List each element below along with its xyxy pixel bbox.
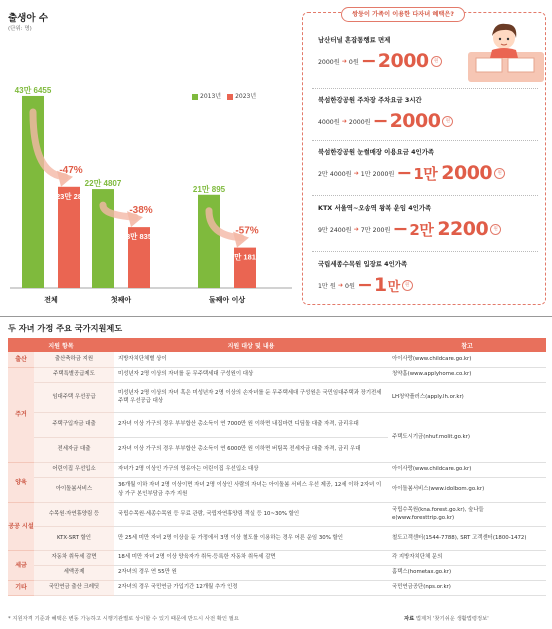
price-after: 0원 — [345, 282, 355, 290]
benefit-name: 북섬한강공원 눈썰매장 이용요금 4인가족 — [318, 148, 435, 156]
savings-amount: 2000 — [441, 162, 493, 184]
table-title: 두 자녀 가정 주요 국가지원제도 — [8, 323, 123, 333]
content-cell: 2자녀 이상 가구의 경우 부부합산 총소득이 연 6000만 원 이하면 버팀목 전세자금 대출 자격, 금리 우대 — [114, 437, 388, 462]
category-label: 둘째아 이상 — [208, 296, 246, 304]
minus-sign: − — [360, 50, 377, 72]
section-divider — [0, 316, 552, 317]
arrow-right-icon: ➜ — [337, 281, 344, 289]
price-after: 2000원 — [348, 118, 371, 126]
benefit-item — [318, 203, 501, 240]
content-cell: 2자녀 이상 가구의 경우 부부합산 총소득이 연 7000만 원 이하면 내집마련 디딤돌 대출 자격, 금리우대 — [114, 412, 388, 437]
value-label-2013: 21만 895 — [192, 184, 226, 194]
source-text: 법제처 '찾기쉬운 생활법령정보' — [415, 616, 489, 622]
price-after: 7만 200원 — [360, 226, 391, 234]
content-cell: 자녀가 2명 이상인 가구의 영유아는 어린이집 우선입소 대상 — [114, 462, 388, 477]
ref-cell: 주택도시기금(nhuf.molit.go.kr) — [388, 412, 546, 462]
savings-amount-prefix: 1만 — [413, 164, 438, 183]
savings-amount: 2000 — [377, 50, 429, 72]
bar-2023 — [55, 187, 83, 288]
ref-cell: 아이사랑(www.childcare.go.kr) — [388, 462, 546, 477]
table-row — [8, 352, 546, 367]
savings-amount: 1 — [373, 274, 387, 296]
footnote: * 지원자격 기준과 혜택은 변동 가능하고 시행기관별로 상이할 수 있기 때문에 반드시 사전 확인 필요 — [8, 616, 239, 622]
header-item: 지원 항목 — [8, 338, 114, 352]
item-cell: 국민연금 출산 크레딧 — [34, 580, 114, 595]
price-after: 0원 — [348, 58, 359, 66]
ref-cell: 홈택스(hometax.go.kr) — [388, 565, 546, 580]
category-cell: 양육 — [8, 462, 34, 502]
savings-amount-prefix: 2만 — [409, 220, 434, 239]
header-content: 지원 대상 및 내용 — [114, 338, 388, 352]
source-note — [404, 614, 489, 622]
benefit-name: 남산터널 혼잡통행료 면제 — [318, 36, 391, 44]
savings-amount: 2000 — [389, 110, 441, 132]
item-cell: 세액공제 — [34, 565, 114, 580]
won-badge: 원 — [442, 116, 453, 127]
value-label-2023: 23만 28 — [55, 191, 83, 201]
item-cell: 주택특별공급제도 — [34, 367, 114, 382]
value-label-2013: 43만 6455 — [14, 85, 52, 95]
category-label: 전체 — [44, 296, 58, 304]
item-cell: 자동차 취득세 감면 — [34, 550, 114, 565]
table-row — [8, 477, 546, 502]
ref-cell: 국민연금공단(nps.or.kr) — [388, 580, 546, 595]
child-illustration-icon — [466, 18, 546, 84]
ref-cell: LH청약플러스(apply.lh.or.kr) — [388, 382, 546, 412]
savings-amount: 2200 — [437, 218, 489, 240]
divider — [312, 251, 538, 252]
divider — [312, 195, 538, 196]
price-before: 4000원 — [318, 118, 340, 126]
price-before: 2만 4000원 — [318, 170, 352, 178]
category-label: 첫째아 — [110, 296, 132, 304]
ref-cell: 아이돌봄서비스(www.idolbom.go.kr) — [388, 477, 546, 502]
won-badge: 원 — [431, 56, 442, 67]
table-row — [8, 502, 546, 526]
benefit-item — [318, 95, 453, 132]
table-row — [8, 382, 546, 412]
arrow-right-icon: ➜ — [353, 225, 359, 233]
value-label-2013: 22만 4807 — [84, 179, 122, 189]
item-cell: KTX·SRT 할인 — [34, 526, 114, 550]
benefit-item — [318, 35, 442, 72]
ref-cell: 각 지방자치단체 문의 — [388, 550, 546, 565]
value-label-2023: 13만 8352 — [121, 232, 157, 242]
item-cell: 수목원·자연휴양림 등 — [34, 502, 114, 526]
ref-cell: 국립수목원(kna.forest.go.kr), 숲나들e(www.foresttrip.go.kr) — [388, 502, 546, 526]
benefit-name: KTX 서울역~오송역 왕복 운임 4인가족 — [318, 204, 432, 212]
benefit-name: 북섬한강공원 주차장 주차요금 3시간 — [318, 96, 422, 104]
arrow-right-icon: ➜ — [341, 117, 347, 125]
content-cell: 미성년자 2명 이상의 자녀를 둔 무주택세대 구성원이 대상 — [114, 367, 388, 382]
minus-sign: − — [356, 274, 373, 296]
content-cell: 18세 미만 자녀 2명 이상 양육자가 취득·등록한 자동차 취득세 감면 — [114, 550, 388, 565]
benefits-title: 쌍둥이 가족이 이용한 다자녀 혜택은? — [341, 7, 465, 22]
category-cell: 출산 — [8, 352, 34, 367]
support-table — [8, 338, 546, 596]
table-row — [8, 412, 546, 437]
chart-title: 출생아 수 — [8, 13, 49, 24]
benefit-item — [318, 147, 505, 184]
content-cell: 지방자치단체별 상이 — [114, 352, 388, 367]
table-row — [8, 565, 546, 580]
ref-cell: 철도고객센터(1544-7788), SRT 고객센터(1800-1472) — [388, 526, 546, 550]
category-cell: 주거 — [8, 367, 34, 462]
table-row — [8, 526, 546, 550]
content-cell: 36개월 이하 자녀 2명 이상이면 자녀 2명 이상인 사람의 자녀는 아이돌봄 서비스 우선 제공, 12세 이하 2자녀 이상 가구 본인부담금 추가 지원 — [114, 477, 388, 502]
ref-cell: 청약홈(www.applyhome.co.kr) — [388, 367, 546, 382]
chart-unit: (단위: 명) — [8, 26, 32, 32]
won-badge: 원 — [490, 224, 501, 235]
minus-sign: − — [372, 110, 389, 132]
table-header-row — [8, 338, 546, 352]
category-cell: 기타 — [8, 580, 34, 595]
table-row — [8, 367, 546, 382]
content-cell: 미성년자 2명 이상의 자녀 혹은 미성년자 2명 이상의 손자녀를 둔 무주택세대 구성원은 국민임대주택과 장기전세주택 우선공급 대상 — [114, 382, 388, 412]
category-cell: 공공 시설 — [8, 502, 34, 550]
won-badge: 원 — [402, 280, 413, 291]
content-cell: 만 25세 미만 자녀 2명 이상을 둔 가정에서 3명 이상 철도를 이용하는 경우 어른 운임 30% 할인 — [114, 526, 388, 550]
benefit-item — [318, 259, 413, 296]
price-after: 1만 2000원 — [360, 170, 395, 178]
category-cell: 세금 — [8, 550, 34, 580]
change-percent: -38% — [129, 205, 153, 217]
header-ref: 참고 — [388, 338, 546, 352]
won-badge: 원 — [494, 168, 505, 179]
item-cell: 출산축하금 지원 — [34, 352, 114, 367]
table-row — [8, 550, 546, 565]
item-cell: 임대주택 우선공급 — [34, 382, 114, 412]
item-cell: 주택구입자금 대출 — [34, 412, 114, 437]
arrow-right-icon: ➜ — [341, 57, 347, 65]
price-before: 9만 2400원 — [318, 226, 352, 234]
price-before: 2000원 — [318, 58, 340, 66]
table-row — [8, 580, 546, 595]
legend-item-2013: 2013년 — [192, 91, 221, 100]
item-cell: 전세자금 대출 — [34, 437, 114, 462]
value-label-2023: 9만 1813 — [229, 252, 261, 262]
minus-sign: − — [396, 162, 413, 184]
divider — [312, 88, 538, 89]
arrow-right-icon: ➜ — [353, 169, 359, 177]
price-before: 1만 원 — [318, 282, 336, 290]
item-cell: 아이돌봄서비스 — [34, 477, 114, 502]
table-row — [8, 462, 546, 477]
ref-cell: 아이사랑(www.childcare.go.kr) — [388, 352, 546, 367]
legend-item-2023: 2023년 — [227, 91, 256, 100]
content-cell: 2자녀의 경우 국민연금 가입기간 12개월 추가 인정 — [114, 580, 388, 595]
benefit-name: 국립세종수목원 입장료 4인가족 — [318, 260, 408, 268]
savings-amount-suffix: 만 — [387, 279, 400, 295]
source-label: 자료 — [404, 616, 415, 622]
minus-sign: − — [392, 218, 409, 240]
item-cell: 어린이집 우선입소 — [34, 462, 114, 477]
content-cell: 2자녀의 경우 연 55만 원 — [114, 565, 388, 580]
bar-chart — [0, 0, 300, 312]
change-percent: -57% — [235, 225, 259, 237]
content-cell: 국립수목원·세종수목원 등 무료 관람, 국립자연휴양림 객실 등 10~30% 할인 — [114, 502, 388, 526]
change-percent: -47% — [59, 164, 83, 176]
divider — [312, 140, 538, 141]
